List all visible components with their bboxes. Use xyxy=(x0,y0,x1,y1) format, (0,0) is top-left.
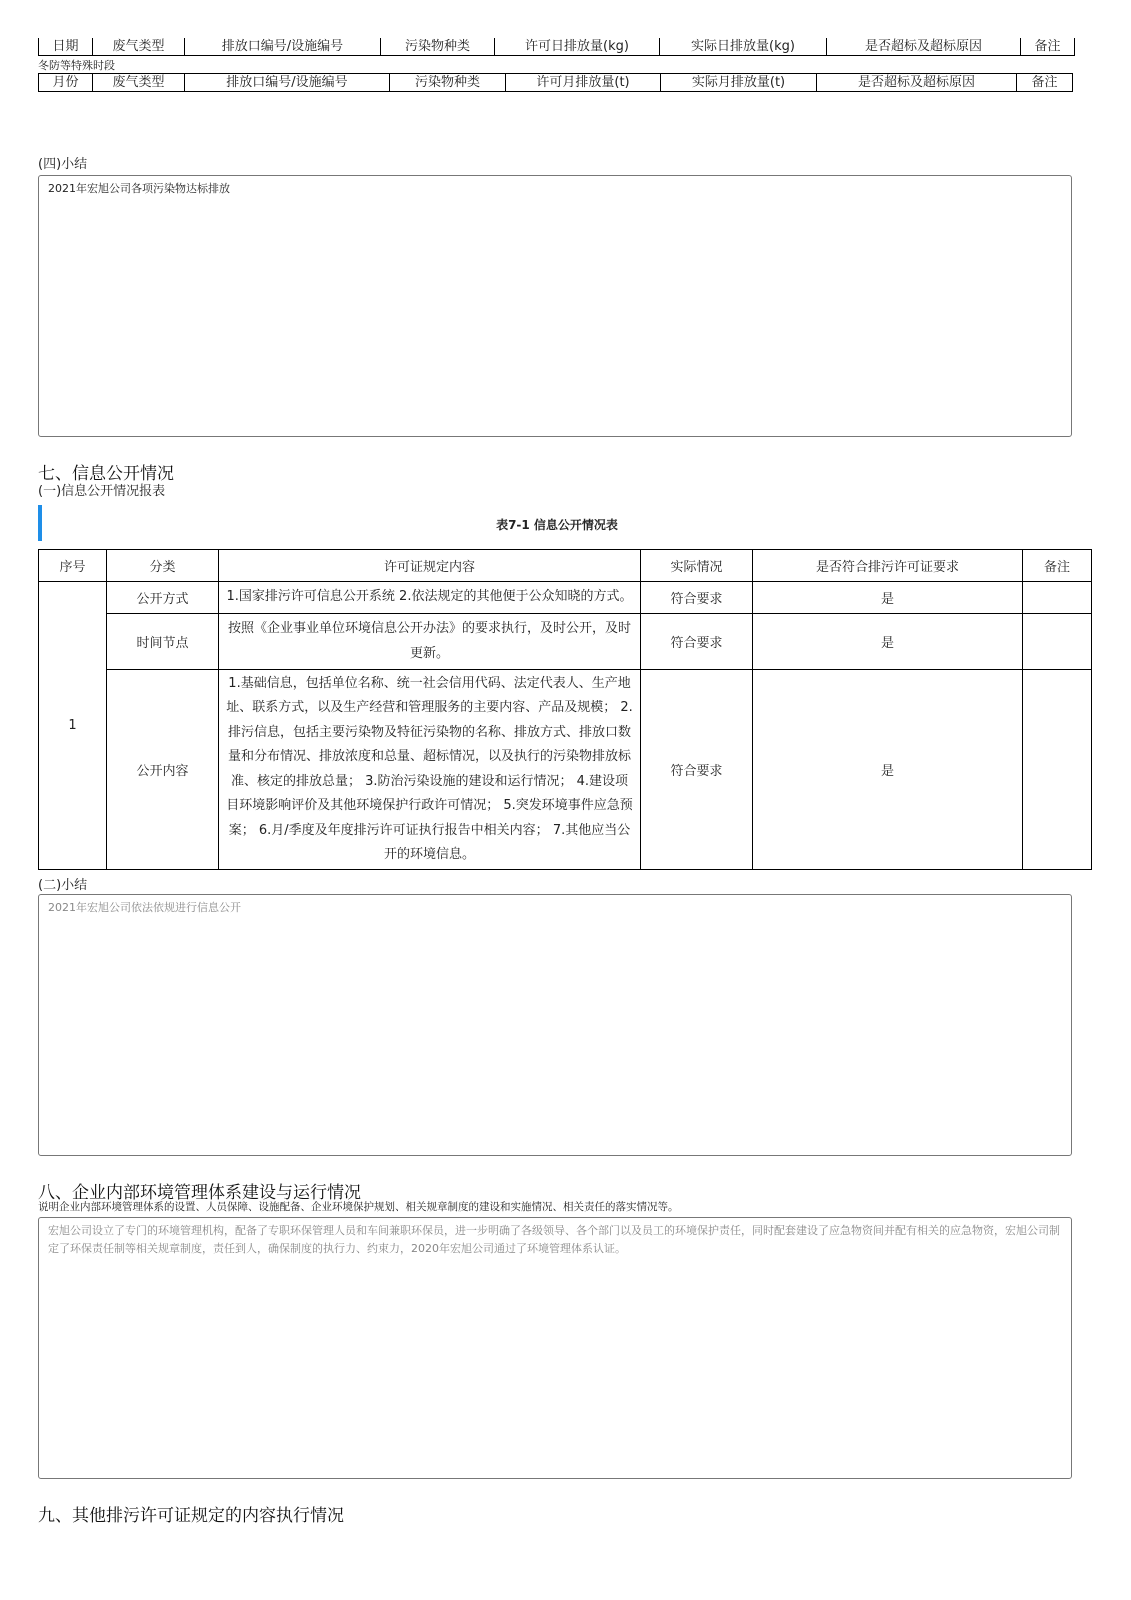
table-row xyxy=(39,614,1092,670)
special-period-label: 冬防等特殊时段 xyxy=(38,59,115,72)
section8-title: 八、企业内部环境管理体系建设与运行情况 xyxy=(38,1183,361,1203)
header-gas-type: 废气类型 xyxy=(93,74,185,92)
header-gas-type: 废气类型 xyxy=(93,38,185,56)
table-row xyxy=(39,582,1092,614)
row-compliant: 是 xyxy=(753,670,1023,870)
section7-summary-textbox[interactable]: 2021年宏旭公司依法依规进行信息公开 xyxy=(38,894,1072,1156)
row-category: 公开内容 xyxy=(107,670,219,870)
row-seq: 1 xyxy=(39,582,107,870)
table-caption: 表7-1 信息公开情况表 xyxy=(496,518,618,532)
monthly-emission-table xyxy=(38,73,1073,92)
row-actual: 符合要求 xyxy=(641,582,753,614)
row-compliant: 是 xyxy=(753,582,1023,614)
row-content: 按照《企业事业单位环境信息公开办法》的要求执行，及时公开，及时更新。 xyxy=(219,614,641,670)
row-compliant: 是 xyxy=(753,614,1023,670)
header-outlet-id: 排放口编号/设施编号 xyxy=(185,74,390,92)
header-exceed-reason: 是否超标及超标原因 xyxy=(827,38,1021,56)
row-category: 公开方式 xyxy=(107,582,219,614)
row-content: 1.国家排污许可信息公开系统 2.依法规定的其他便于公众知晓的方式。 xyxy=(219,582,641,614)
section7-subtitle: (一)信息公开情况报表 xyxy=(38,484,166,499)
info-table-header-row xyxy=(39,550,1092,582)
header-category: 分类 xyxy=(107,550,219,582)
row-actual: 符合要求 xyxy=(641,670,753,870)
header-remark: 备注 xyxy=(1017,74,1073,92)
header-permit-content: 许可证规定内容 xyxy=(219,550,641,582)
header-actual-daily: 实际日排放量(kg) xyxy=(660,38,827,56)
header-permitted-monthly: 许可月排放量(t) xyxy=(506,74,661,92)
daily-emission-table xyxy=(38,38,1075,56)
header-compliant: 是否符合排污许可证要求 xyxy=(753,550,1023,582)
header-remark: 备注 xyxy=(1021,38,1075,56)
header-month: 月份 xyxy=(39,74,93,92)
row-category: 时间节点 xyxy=(107,614,219,670)
daily-table-header-row xyxy=(39,38,1075,56)
header-date: 日期 xyxy=(39,38,93,56)
section7-title: 七、信息公开情况 xyxy=(38,464,174,484)
info-disclosure-table xyxy=(38,549,1092,870)
row-remark xyxy=(1023,582,1092,614)
header-pollutant: 污染物种类 xyxy=(381,38,495,56)
header-exceed-reason: 是否超标及超标原因 xyxy=(817,74,1017,92)
section8-description: 说明企业内部环境管理体系的设置、人员保障、设施配备、企业环境保护规划、相关规章制度的建设和实施情况、相关责任的落实情况等。 xyxy=(38,1201,679,1213)
header-actual: 实际情况 xyxy=(641,550,753,582)
section8-textbox[interactable]: 宏旭公司设立了专门的环境管理机构，配备了专职环保管理人员和车间兼职环保员，进一步明确了各级领导、各个部门以及员工的环境保护责任，同时配套建设了应急物资间并配有相关的应急物资，宏旭公司制定了环保责任制等相关规章制度，责任到人，确保制度的执行力、约束力，2020年宏旭公司通过了环境管理体系认证。 xyxy=(38,1217,1072,1479)
row-remark xyxy=(1023,670,1092,870)
row-content: 1.基础信息，包括单位名称、统一社会信用代码、法定代表人、生产地址、联系方式，以及生产经营和管理服务的主要内容、产品及规模； 2.排污信息，包括主要污染物及特征污染物的名称、排放方式、排放口数量和分布情况、排放浓度和总量、超标情况，以及执行的污染物排放标准、核定的排放总量； 3.防治污染设施的建设和运行情况； 4.建设项目环境影响评价及其他环境保护行政许可情况； 5.突发环境事件应急预案； 6.月/季度及年度排污许可证执行报告中相关内容； 7.其他应当公开的环境信息。 xyxy=(219,670,641,870)
header-actual-monthly: 实际月排放量(t) xyxy=(661,74,817,92)
header-seq: 序号 xyxy=(39,550,107,582)
summary4-label: (四)小结 xyxy=(38,157,88,172)
header-pollutant: 污染物种类 xyxy=(390,74,506,92)
section9-title: 九、其他排污许可证规定的内容执行情况 xyxy=(38,1506,344,1526)
table-row xyxy=(39,670,1092,870)
header-outlet-id: 排放口编号/设施编号 xyxy=(185,38,381,56)
header-permitted-daily: 许可日排放量(kg) xyxy=(495,38,660,56)
header-remark: 备注 xyxy=(1023,550,1092,582)
monthly-table-header-row xyxy=(39,74,1073,92)
summary4-textbox[interactable]: 2021年宏旭公司各项污染物达标排放 xyxy=(38,175,1072,437)
row-remark xyxy=(1023,614,1092,670)
row-actual: 符合要求 xyxy=(641,614,753,670)
section7-summary-label: (二)小结 xyxy=(38,878,88,893)
